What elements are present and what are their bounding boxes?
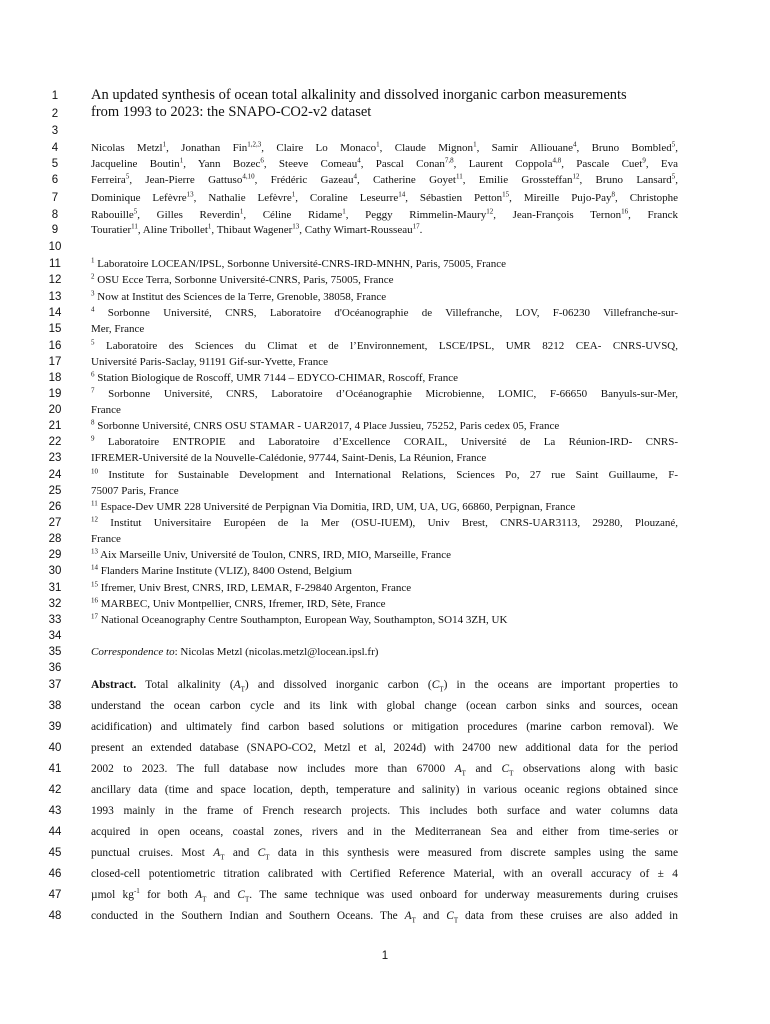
line-number: 43 <box>48 805 62 817</box>
affiliation-4-cont: Mer, France <box>91 323 145 335</box>
affiliation-16: $^{16}$ MARBEC, Univ Montpellier, CNRS, Ifremer, IRD, Sète, France <box>91 596 386 610</box>
affiliation-14: $^{14}$ Flanders Marine Institute (VLIZ), 8400 Ostend, Belgium <box>91 563 352 577</box>
abstract-line-44: acquired in open oceans, coastal zones, rivers and in the Mediterranean Sea and either from time-series or <box>91 826 678 838</box>
affiliation-4: $^4$ Sorbonne Université, CNRS, Laboratoire d'Océanographie de Villefranche, LOV, F-06230 Villefranche-sur- <box>91 305 678 319</box>
line-number: 45 <box>48 847 62 859</box>
line-number: 3 <box>51 125 59 137</box>
affiliation-6: $^6$ Station Biologique de Roscoff, UMR 7144 – EDYCO-CHIMAR, Roscoff, France <box>91 370 458 384</box>
authors-line-5: Jacqueline Boutin$^1$, Yann Bozec$^6$, Steeve Comeau$^4$, Pascal Conan$^{7,8}$, Laurent Coppola$^{4,8}$, Pascale Cuet$^9$, Eva <box>91 156 678 170</box>
abstract-line-38: understand the ocean carbon cycle and its link with global change (ocean carbon sinks and sources, ocean <box>91 700 678 712</box>
line-number: 13 <box>48 291 62 303</box>
line-number: 28 <box>48 533 62 545</box>
abstract-line-45: punctual cruises. Most $A_T$ and $C_T$ data in this synthesis were measured from discrete samples using the same <box>91 847 678 861</box>
affiliation-10: $^{10}$ Institute for Sustainable Development and International Relations, Sciences Po, 27 rue Saint Guillaume, F- <box>91 467 678 481</box>
affiliation-17: $^{17}$ National Oceanography Centre Southampton, European Way, Southampton, SO14 3ZH, UK <box>91 612 508 626</box>
line-number: 5 <box>51 158 59 170</box>
abstract-line-39: acidification) and ultimately find carbon based solutions or mitigation procedures (marine carbon removal). We <box>91 721 678 733</box>
line-number: 21 <box>48 420 62 432</box>
abstract-line-48: conducted in the Southern Indian and Southern Oceans. The $A_T$ and $C_T$ data from these cruises are also added in <box>91 910 678 924</box>
line-number: 1 <box>51 90 59 102</box>
abstract-line-46: closed-cell potentiometric titration calibrated with Certified Reference Material, with an overall accuracy of ± 4 <box>91 868 678 880</box>
line-number: 38 <box>48 700 62 712</box>
authors-line-7: Dominique Lefèvre$^{13}$, Nathalie Lefèvre$^1$, Coraline Leseurre$^{14}$, Sébastien Petton$^{15}$, Mireille Pujo-Pay$^8$, Christophe <box>91 190 678 204</box>
line-number: 48 <box>48 910 62 922</box>
affiliation-10-cont: 75007 Paris, France <box>91 485 179 497</box>
affiliation-7: $^7$ Sorbonne Université, CNRS, Laboratoire d’Océanographie Microbienne, LOMIC, F-66650 Banyuls-sur-Mer, <box>91 386 678 400</box>
line-number: 35 <box>48 646 62 658</box>
line-number: 31 <box>48 582 62 594</box>
line-number: 18 <box>48 372 62 384</box>
line-number: 8 <box>51 209 59 221</box>
line-number: 11 <box>49 258 61 270</box>
line-number: 26 <box>48 501 62 513</box>
line-number: 2 <box>51 108 59 120</box>
line-number: 24 <box>48 469 62 481</box>
affiliation-2: $^2$ OSU Ecce Terra, Sorbonne Université-CNRS, Paris, 75005, France <box>91 272 394 286</box>
authors-line-8: Rabouille$^5$, Gilles Reverdin$^1$, Céline Ridame$^1$, Peggy Rimmelin-Maury$^{12}$, Jean-François Ternon$^{16}$, Franck <box>91 207 678 221</box>
line-number: 44 <box>48 826 62 838</box>
affiliation-9-cont: IFREMER-Université de la Nouvelle-Calédonie, 97744, Saint‑Denis, La Réunion, France <box>91 452 487 464</box>
line-number: 46 <box>48 868 62 880</box>
line-number: 17 <box>48 356 62 368</box>
affiliation-5: $^5$ Laboratoire des Sciences du Climat et de l’Environnement, LSCE/IPSL, UMR 8212 CEA- CNRS-UVSQ, <box>91 338 678 352</box>
title-line-1: An updated synthesis of ocean total alkalinity and dissolved inorganic carbon measurements <box>91 87 627 103</box>
line-number: 16 <box>48 340 62 352</box>
affiliation-8: $^8$ Sorbonne Université, CNRS OSU STAMAR - UAR2017, 4 Place Jussieu, 75252, Paris cedex 05, France <box>91 418 560 432</box>
line-number: 7 <box>51 192 59 204</box>
line-number: 10 <box>48 241 62 253</box>
line-number: 32 <box>48 598 62 610</box>
affiliation-3: $^3$ Now at Institut des Sciences de la Terre, Grenoble, 38058, France <box>91 289 387 303</box>
line-number: 4 <box>51 142 59 154</box>
correspondence: Correspondence to: Nicolas Metzl (nicolas.metzl@locean.ipsl.fr) <box>91 646 379 658</box>
abstract-line-40: present an extended database (SNAPO-CO2, Metzl et al, 2024d) with 24700 new additional data for the period <box>91 742 678 754</box>
line-number: 27 <box>48 517 62 529</box>
line-number: 40 <box>48 742 62 754</box>
affiliation-15: $^{15}$ Ifremer, Univ Brest, CNRS, IRD, LEMAR, F-29840 Argenton, France <box>91 580 412 594</box>
affiliation-1: $^1$ Laboratoire LOCEAN/IPSL, Sorbonne Université-CNRS-IRD-MNHN, Paris, 75005, France <box>91 256 507 270</box>
abstract-line-42: ancillary data (time and space location, depth, temperature and salinity) in various oceanic regions obtained since <box>91 784 678 796</box>
line-number: 41 <box>48 763 62 775</box>
affiliation-12: $^{12}$ Institut Universitaire Européen de la Mer (OSU-IUEM), Univ Brest, CNRS-UAR3113, 29280, Plouzané, <box>91 515 678 529</box>
line-number: 25 <box>48 485 62 497</box>
line-number: 23 <box>48 452 62 464</box>
abstract-line-43: 1993 mainly in the frame of French research projects. This includes both surface and water columns data <box>91 805 678 817</box>
line-number: 19 <box>48 388 62 400</box>
line-number: 42 <box>48 784 62 796</box>
page-number: 1 <box>381 950 389 962</box>
abstract-line-47: µmol $kg^{-1}$ for both $A_T$ and $C_T$. The same technique was used onboard for underway measurements during cruises <box>91 887 678 903</box>
title-line-2: from 1993 to 2023: the SNAPO-CO2-v2 dataset <box>91 104 372 120</box>
line-number: 6 <box>51 174 59 186</box>
affiliation-12-cont: France <box>91 533 121 545</box>
line-number: 29 <box>48 549 62 561</box>
line-number: 22 <box>48 436 62 448</box>
line-number: 34 <box>48 630 62 642</box>
affiliation-5-cont: Université Paris-Saclay, 91191 Gif-sur-Yvette, France <box>91 356 329 368</box>
affiliation-7-cont: France <box>91 404 121 416</box>
line-number: 36 <box>48 662 62 674</box>
line-number: 33 <box>48 614 62 626</box>
affiliation-11: $^{11}$ Espace-Dev UMR 228 Université de Perpignan Via Domitia, IRD, UM, UA, UG, 66860, Perpignan, France <box>91 499 576 513</box>
line-number: 9 <box>51 224 59 236</box>
line-number: 15 <box>48 323 62 335</box>
affiliation-9: $^9$ Laboratoire ENTROPIE and Laboratoire d’Excellence CORAIL, Université de La Réunion-IRD- CNRS- <box>91 434 678 448</box>
line-number: 47 <box>48 889 62 901</box>
abstract-line-41: 2002 to 2023. The full database now includes more than 67000 $A_T$ and $C_T$ observations along with basic <box>91 763 678 777</box>
line-number: 30 <box>48 565 62 577</box>
line-number: 39 <box>48 721 62 733</box>
line-number: 12 <box>48 274 62 286</box>
authors-line-4: Nicolas Metzl$^1$, Jonathan Fin$^{1,2,3}$, Claire Lo Monaco$^1$, Claude Mignon$^1$, Samir Alliouane$^4$, Bruno Bombled$^5$, <box>91 140 678 154</box>
line-number: 14 <box>48 307 62 319</box>
line-number: 20 <box>48 404 62 416</box>
authors-line-9: Touratier$^{11}$, Aline Tribollet$^1$, Thibaut Wagener$^{13}$, Cathy Wimart-Rousseau$^{17}$. <box>91 222 423 236</box>
abstract-line-37: Abstract. Total alkalinity $(A_T)$ and dissolved inorganic carbon $(C_T)$ in the oceans are important properties to <box>91 679 678 693</box>
line-number: 37 <box>48 679 62 691</box>
affiliation-13: $^{13}$ Aix Marseille Univ, Université de Toulon, CNRS, IRD, MIO, Marseille, France <box>91 547 452 561</box>
authors-line-6: Ferreira$^5$, Jean-Pierre Gattuso$^{4,10}$, Frédéric Gazeau$^4$, Catherine Goyet$^{11}$, Emilie Grossteffan$^{12}$, Bruno Lansard$^5$, <box>91 172 678 186</box>
